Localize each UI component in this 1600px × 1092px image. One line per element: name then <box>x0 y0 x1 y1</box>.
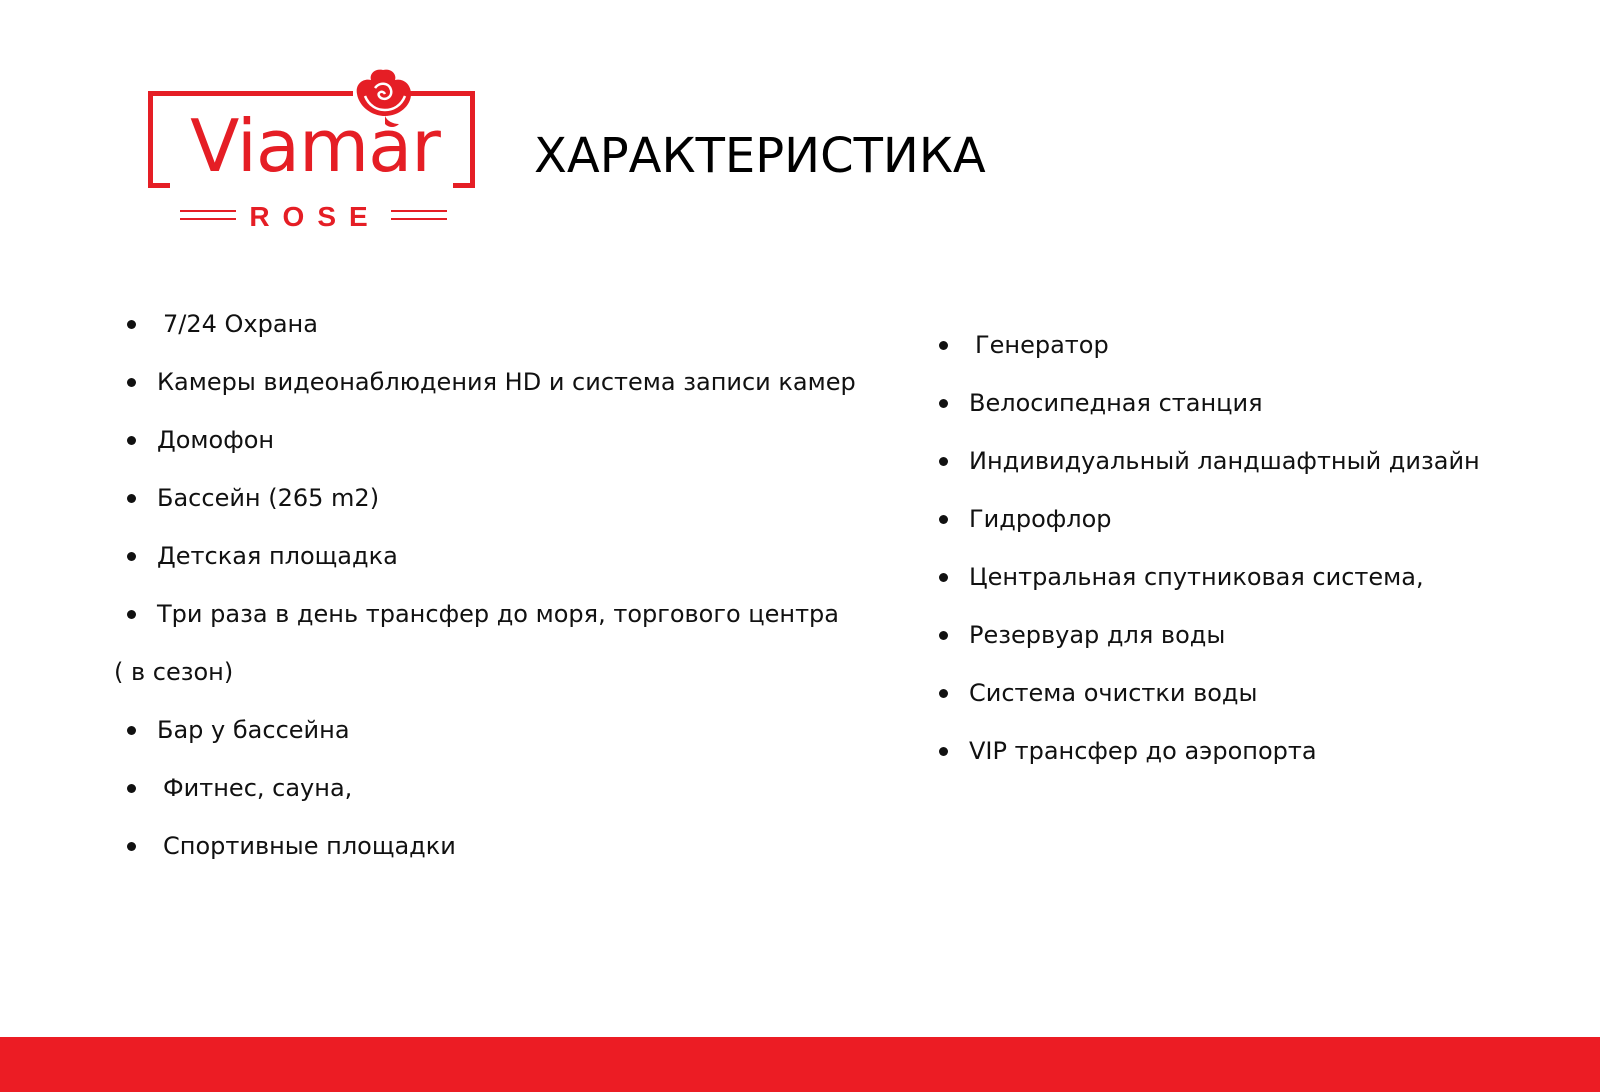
feature-text: Бар у бассейна <box>157 716 350 744</box>
feature-text: Индивидуальный ландшафтный дизайн <box>969 447 1480 475</box>
feature-item <box>112 527 872 585</box>
feature-text: Центральная спутниковая система, <box>969 563 1424 591</box>
feature-item <box>112 469 872 527</box>
feature-text: Камеры видеонаблюдения HD и система записи камер <box>157 368 856 396</box>
page-title: ХАРАКТЕРИСТИКА <box>534 128 986 184</box>
bullet-icon <box>127 436 136 445</box>
viamar-rose-logo <box>145 66 480 241</box>
bullet-icon <box>127 726 136 735</box>
bullet-icon <box>127 494 136 503</box>
feature-text: ( в сезон) <box>114 658 234 686</box>
feature-text: Бассейн (265 m2) <box>157 484 380 512</box>
feature-item <box>924 606 1564 664</box>
feature-item <box>924 316 1564 374</box>
feature-item <box>112 759 872 817</box>
feature-item <box>924 664 1564 722</box>
footer-bar <box>0 1037 1600 1092</box>
feature-item <box>112 353 872 411</box>
feature-text: Домофон <box>157 426 275 454</box>
bullet-icon <box>127 320 136 329</box>
feature-text: Детская площадка <box>157 542 398 570</box>
bullet-icon <box>939 631 948 640</box>
feature-item <box>924 722 1564 780</box>
bullet-icon <box>939 399 948 408</box>
bullet-icon <box>127 552 136 561</box>
feature-item <box>112 701 872 759</box>
logo-wordmark: Viamar <box>190 104 440 188</box>
logo-frame <box>148 91 353 96</box>
feature-item <box>924 432 1564 490</box>
logo-frame <box>148 91 153 188</box>
feature-item <box>112 817 872 875</box>
bullet-icon <box>127 610 136 619</box>
feature-text: Три раза в день трансфер до моря, торгового центра <box>157 600 839 628</box>
feature-item <box>924 374 1564 432</box>
feature-text: Гидрофлор <box>969 505 1112 533</box>
bullet-icon <box>127 842 136 851</box>
feature-item <box>924 490 1564 548</box>
feature-item <box>112 585 872 643</box>
bullet-icon <box>939 573 948 582</box>
feature-text: VIP трансфер до аэропорта <box>969 737 1317 765</box>
feature-item <box>112 411 872 469</box>
feature-text: Генератор <box>975 331 1109 359</box>
bullet-icon <box>127 378 136 387</box>
features-list-left <box>112 295 872 875</box>
bullet-icon <box>939 689 948 698</box>
bullet-icon <box>127 784 136 793</box>
feature-text: Фитнес, сауна, <box>163 774 353 802</box>
feature-text: Велосипедная станция <box>969 389 1263 417</box>
feature-text: Резервуар для воды <box>969 621 1226 649</box>
bullet-icon <box>939 747 948 756</box>
feature-item <box>112 295 872 353</box>
feature-text: 7/24 Охрана <box>163 310 318 338</box>
bullet-icon <box>939 515 948 524</box>
bullet-icon <box>939 341 948 350</box>
feature-item <box>924 548 1564 606</box>
features-list-right <box>924 316 1564 780</box>
logo-subword: ROSE <box>249 201 381 232</box>
feature-text: Система очистки воды <box>969 679 1258 707</box>
logo-frame <box>470 91 475 188</box>
feature-text: Спортивные площадки <box>163 832 456 860</box>
bullet-icon <box>939 457 948 466</box>
feature-item-continuation <box>112 643 872 701</box>
